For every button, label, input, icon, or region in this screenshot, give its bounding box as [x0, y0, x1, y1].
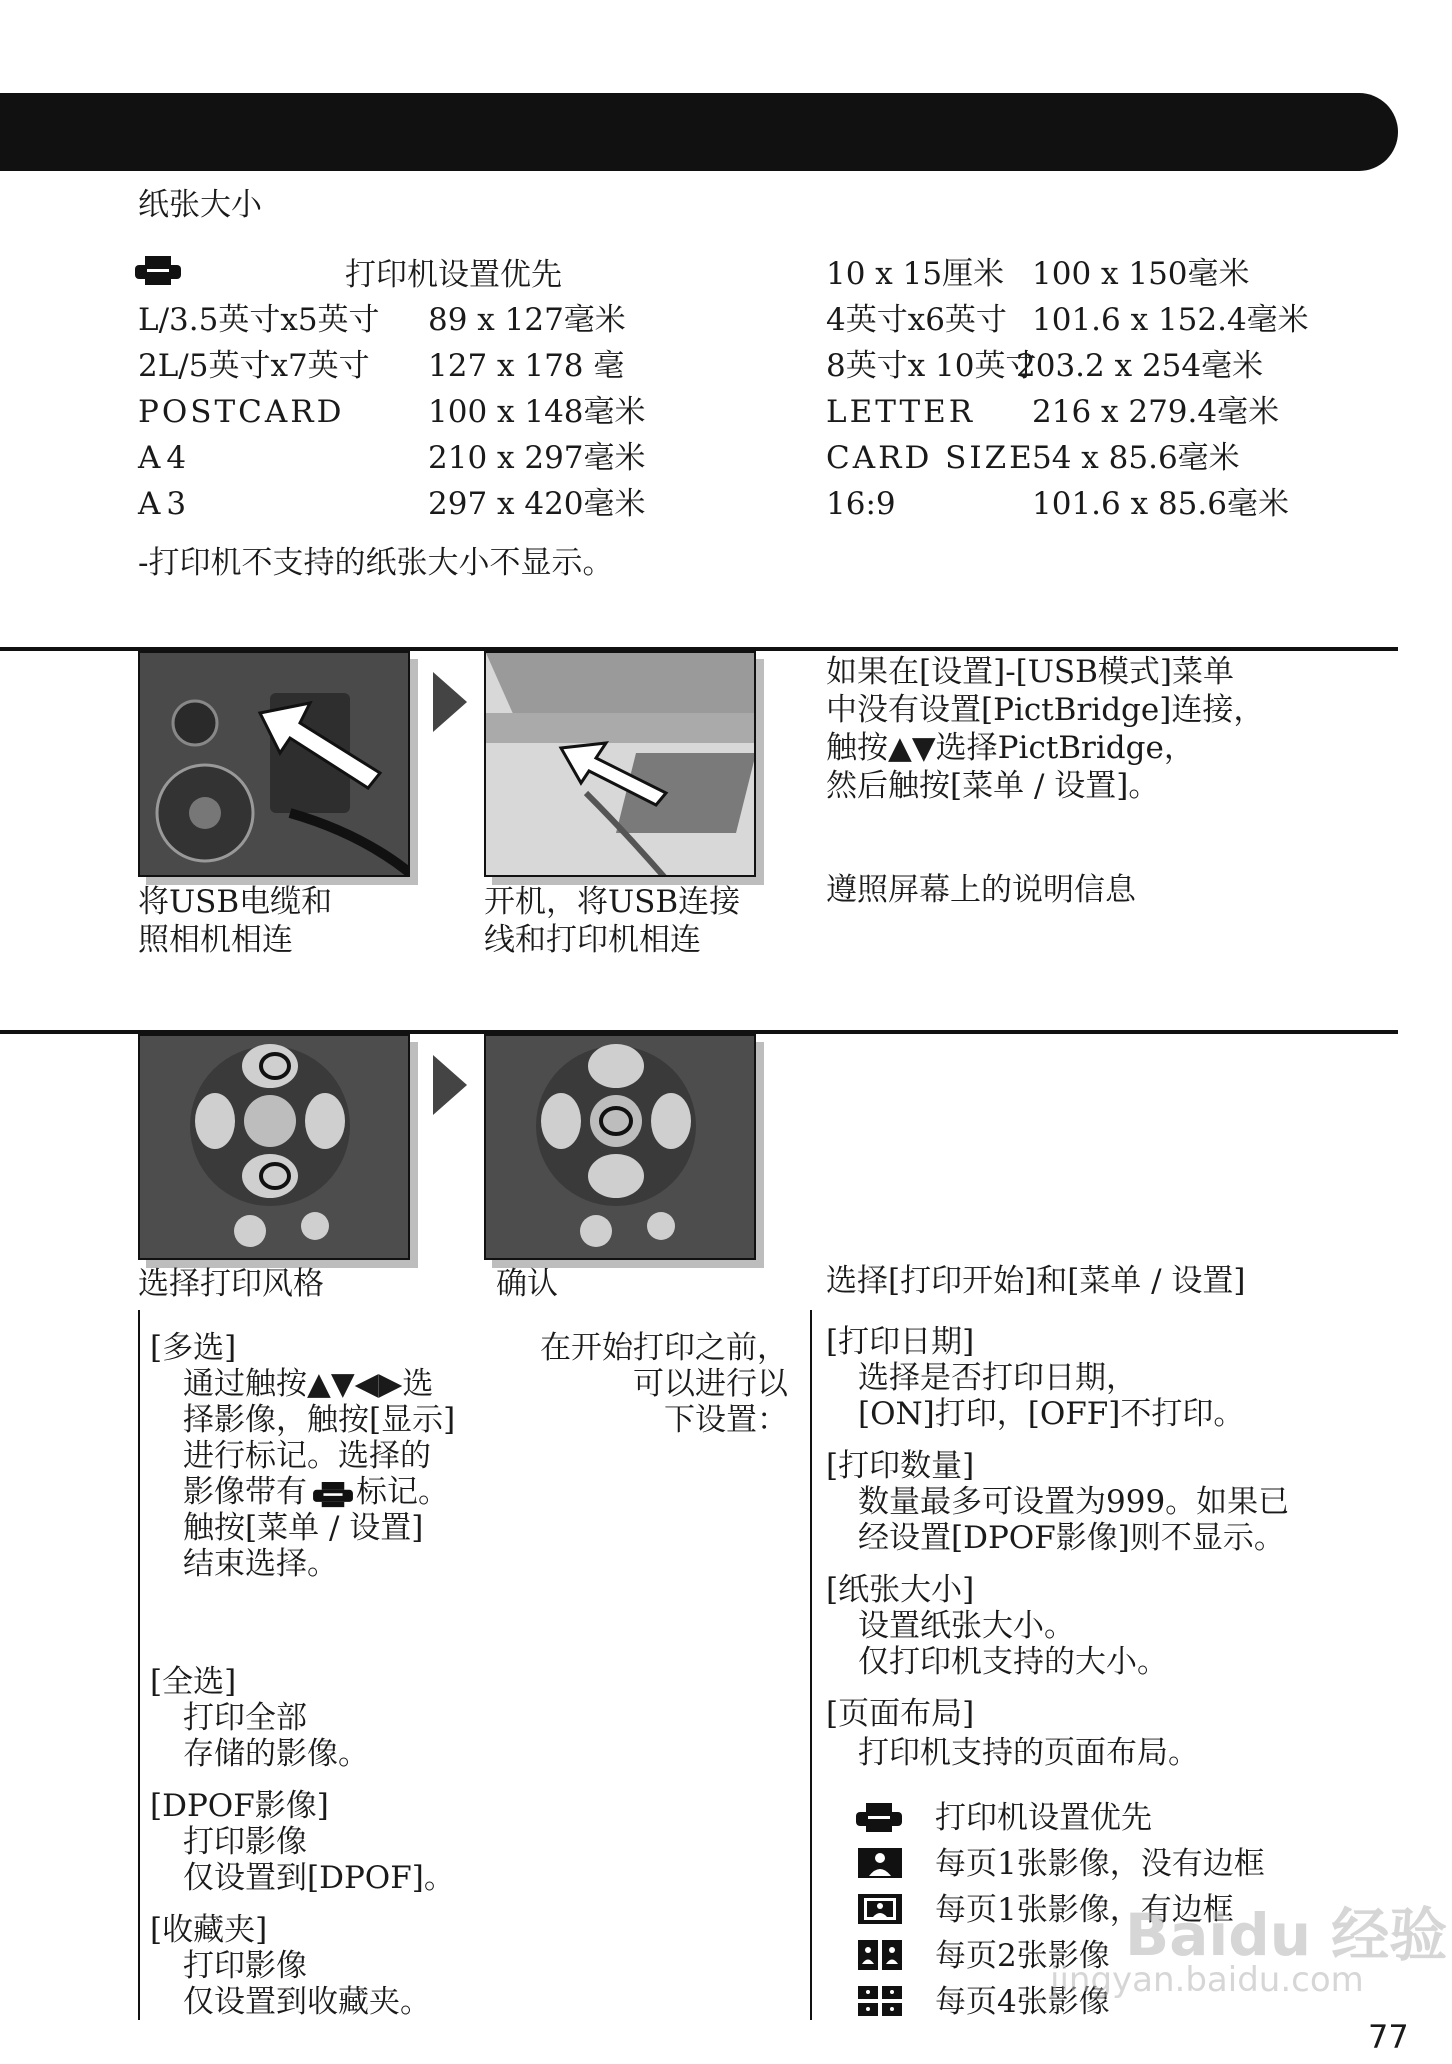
- page-layout-title: [页面布局]: [826, 1696, 975, 1732]
- paper-size: 100 x 148毫米: [428, 394, 646, 430]
- paper-size: 89 x 127毫米: [428, 302, 626, 338]
- paper-name: CARD SIZE: [826, 440, 1035, 476]
- paper-name: LETTER: [826, 394, 976, 430]
- step1-instruction-line2: 中没有设置[PictBridge]连接，: [826, 692, 1265, 728]
- print-count-line: 数量最多可设置为999。如果已: [858, 1484, 1290, 1520]
- paper-size: 203.2 x 254毫米: [1016, 348, 1264, 384]
- paper-name: 4英寸x6英寸: [826, 302, 1007, 338]
- step1-caption-a-line2: 照相机相连: [138, 922, 293, 958]
- step1-caption-b-line1: 开机，将USB连接: [484, 884, 741, 920]
- paper-size-line: 仅打印机支持的大小。: [858, 1644, 1168, 1680]
- multi-select-line: 通过触按▲▼◀▶选: [183, 1366, 434, 1402]
- confirm-text-line: 可以进行以: [633, 1366, 788, 1402]
- multi-select-title: [多选]: [150, 1330, 237, 1366]
- select-all-title: [全选]: [150, 1664, 237, 1700]
- four-per-page-icon: [858, 1986, 902, 2016]
- print-date-title: [打印日期]: [826, 1324, 975, 1360]
- arrow-right-icon: [433, 1055, 467, 1115]
- favorites-line: 仅设置到收藏夹。: [183, 1984, 431, 2020]
- paper-size: 127 x 178 毫: [428, 348, 625, 384]
- arrow-right-icon: [433, 672, 467, 732]
- dpof-line: 仅设置到[DPOF]。: [183, 1860, 455, 1896]
- step2-caption-b: 确认: [496, 1266, 558, 1302]
- paper-size: 210 x 297毫米: [428, 440, 646, 476]
- one-border-icon: [858, 1894, 902, 1924]
- favorites-line: 打印影像: [183, 1948, 307, 1984]
- step1-caption-a-line1: 将USB电缆和: [138, 884, 333, 920]
- printer-icon: [135, 256, 181, 286]
- step2-caption-a: 选择打印风格: [138, 1266, 324, 1302]
- paper-size: 101.6 x 85.6毫米: [1032, 486, 1289, 522]
- dpof-line: 打印影像: [183, 1824, 307, 1860]
- multi-select-line: 进行标记。选择的: [183, 1438, 431, 1474]
- paper-name: A4: [138, 440, 193, 476]
- print-date-line: [ON]打印，[OFF]不打印。: [858, 1396, 1245, 1432]
- layout-option-label: 每页4张影像: [935, 1984, 1110, 2020]
- step1-caption-b-line2: 线和打印机相连: [484, 922, 701, 958]
- step2-caption-c: 选择[打印开始]和[菜单 / 设置]: [826, 1263, 1246, 1299]
- multi-select-line: 影像带有: [183, 1474, 307, 1510]
- select-all-line: 打印全部: [183, 1700, 307, 1736]
- header-bar: [0, 93, 1398, 171]
- paper-name: L/3.5英寸x5英寸: [138, 302, 380, 338]
- dpof-title: [DPOF影像]: [150, 1788, 329, 1824]
- layout-option-label: 每页2张影像: [935, 1938, 1110, 1974]
- step1-follow: 遵照屏幕上的说明信息: [826, 872, 1136, 908]
- column-rule: [810, 1310, 812, 2020]
- camera-buttons-photo-a: [138, 1034, 410, 1260]
- layout-option-label: 每页1张影像，有边框: [935, 1892, 1234, 1928]
- paper-size: 100 x 150毫米: [1032, 256, 1250, 292]
- paper-name: A3: [138, 486, 193, 522]
- multi-select-line: 标记。: [356, 1474, 449, 1510]
- favorites-title: [收藏夹]: [150, 1912, 268, 1948]
- confirm-text-line: 在开始打印之前，: [540, 1330, 788, 1366]
- paper-size: 297 x 420毫米: [428, 486, 646, 522]
- print-date-line: 选择是否打印日期，: [858, 1360, 1137, 1396]
- multi-select-line: 触按[菜单 / 设置]: [183, 1510, 424, 1546]
- confirm-text-line: 下设置：: [664, 1402, 788, 1438]
- paper-size-line: 设置纸张大小。: [858, 1608, 1075, 1644]
- section-title: 纸张大小: [138, 187, 262, 223]
- step1-instruction-line1: 如果在[设置]-[USB模式]菜单: [826, 654, 1234, 690]
- select-all-line: 存储的影像。: [183, 1736, 369, 1772]
- step1-instruction-line3: 触按▲▼选择PictBridge，: [826, 730, 1195, 766]
- paper-name: POSTCARD: [138, 394, 345, 430]
- layout-option-label: 每页1张影像，没有边框: [935, 1846, 1265, 1882]
- printer-icon: [312, 1482, 354, 1508]
- paper-name: 10 x 15厘米: [826, 256, 1005, 292]
- page-layout-line: 打印机支持的页面布局。: [858, 1735, 1199, 1771]
- camera-buttons-photo-b: [484, 1034, 756, 1260]
- paper-name: 16:9: [826, 486, 896, 522]
- paper-name: 8英寸x 10英寸: [826, 348, 1037, 384]
- column-rule: [138, 1310, 140, 2020]
- two-per-page-icon: [858, 1940, 902, 1970]
- one-no-border-icon: [858, 1848, 902, 1878]
- multi-select-line: 择影像，触按[显示]: [183, 1402, 456, 1438]
- printer-icon: [856, 1803, 902, 1833]
- camera-usb-photo: [138, 651, 410, 877]
- paper-name: 2L/5英寸x7英寸: [138, 348, 370, 384]
- paper-size-title: [纸张大小]: [826, 1572, 975, 1608]
- print-count-line: 经设置[DPOF影像]则不显示。: [858, 1520, 1285, 1556]
- multi-select-line: 结束选择。: [183, 1546, 338, 1582]
- printer-priority-label: 打印机设置优先: [345, 257, 562, 293]
- paper-note: -打印机不支持的纸张大小不显示。: [138, 545, 614, 581]
- printer-usb-photo: [484, 651, 756, 877]
- layout-option-label: 打印机设置优先: [935, 1800, 1152, 1836]
- paper-size: 54 x 85.6毫米: [1032, 440, 1240, 476]
- watermark-sub: jingyan.baidu.com: [1050, 1960, 1364, 2000]
- paper-size: 101.6 x 152.4毫米: [1032, 302, 1309, 338]
- watermark-main: Baidu 经验: [1125, 1901, 1448, 1969]
- paper-size: 216 x 279.4毫米: [1032, 394, 1280, 430]
- print-count-title: [打印数量]: [826, 1448, 975, 1484]
- step1-instruction-line4: 然后触按[菜单 / 设置]。: [826, 768, 1160, 804]
- page-number: 77: [1368, 2018, 1409, 2056]
